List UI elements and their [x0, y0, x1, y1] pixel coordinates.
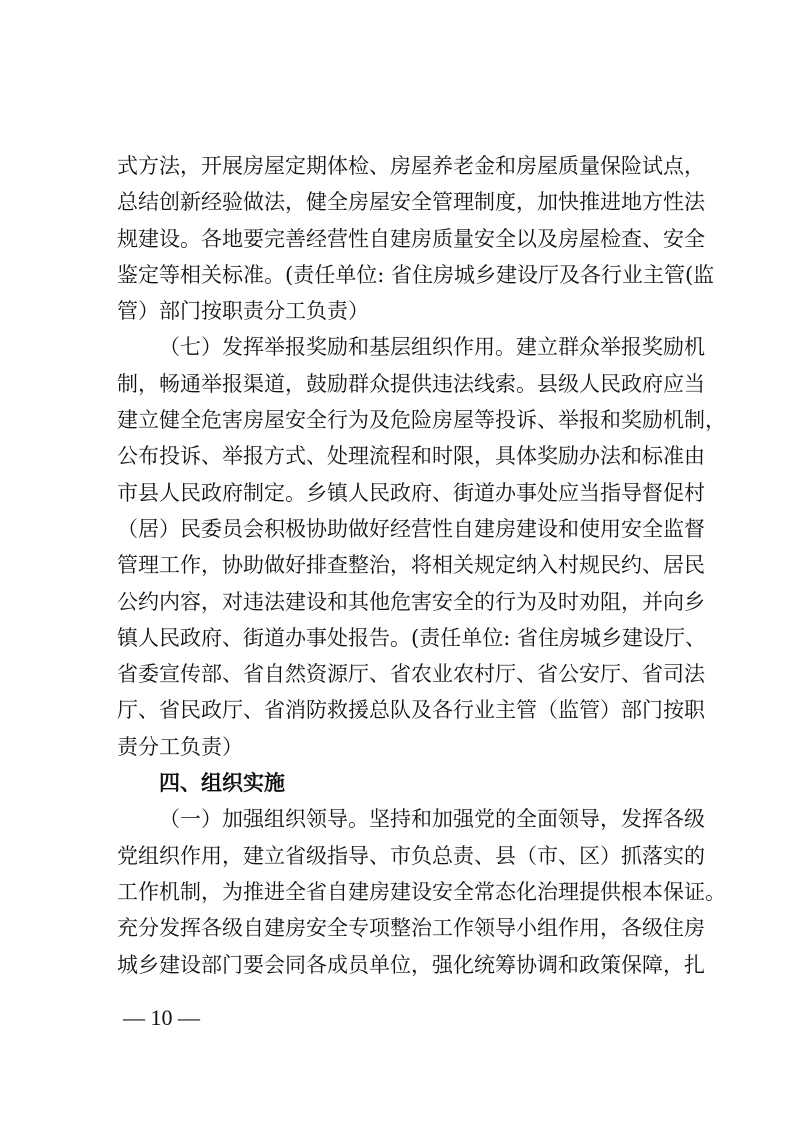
- text-line: 厅、省民政厅、省消防救援总队及各行业主管（监管）部门按职: [117, 698, 705, 723]
- text-line: 管理工作，协助做好排查整治，将相关规定纳入村规民约、居民: [117, 553, 705, 578]
- text-line: 镇人民政府、街道办事处报告。(责任单位: 省住房城乡建设厅、: [117, 625, 706, 650]
- text-line: 工作机制，为推进全省自建房建设安全常态化治理提供根本保证。: [117, 879, 726, 904]
- text-line: 公约内容，对违法建设和其他危害安全的行为及时劝阻，并向乡: [117, 589, 705, 614]
- text-line: 制，畅通举报渠道，鼓励群众提供违法线索。县级人民政府应当: [117, 371, 705, 396]
- document-body: [117, 148, 726, 983]
- text-line: （居）民委员会积极协助做好经营性自建房建设和使用安全监督: [117, 516, 705, 541]
- text-line: 鉴定等相关标准。(责任单位: 省住房城乡建设厅及各行业主管(监: [117, 262, 715, 287]
- paragraph-start-line: （一）加强组织领导。坚持和加强党的全面领导，发挥各级: [159, 807, 705, 832]
- text-line: 责分工负责）: [117, 734, 243, 759]
- text-line: 式方法，开展房屋定期体检、房屋养老金和房屋质量保险试点，: [117, 154, 705, 178]
- paragraph-start-line: （七）发挥举报奖励和基层组织作用。建立群众举报奖励机: [159, 335, 705, 360]
- page-number: — 10 —: [123, 1005, 200, 1030]
- text-line: 总结创新经验做法，健全房屋安全管理制度，加快推进地方性法: [117, 190, 705, 215]
- text-line: 省委宣传部、省自然资源厅、省农业农村厅、省公安厅、省司法: [117, 662, 705, 687]
- text-line: 城乡建设部门要会同各成员单位，强化统筹协调和政策保障，扎: [117, 952, 705, 977]
- section-heading: 四、组织实施: [159, 771, 285, 796]
- text-line: 规建设。各地要完善经营性自建房质量安全以及房屋检查、安全: [117, 226, 705, 251]
- text-line: 党组织作用，建立省级指导、市负总责、县（市、区）抓落实的: [117, 843, 705, 868]
- text-line: 建立健全危害房屋安全行为及危险房屋等投诉、举报和奖励机制，: [117, 408, 726, 433]
- text-line: 市县人民政府制定。乡镇人民政府、街道办事处应当指导督促村: [117, 480, 705, 505]
- text-line: 充分发挥各级自建房安全专项整治工作领导小组作用，各级住房: [117, 916, 705, 941]
- text-line: 公布投诉、举报方式、处理流程和时限，具体奖励办法和标准由: [117, 444, 705, 469]
- text-line: 管）部门按职责分工负责）: [117, 299, 369, 324]
